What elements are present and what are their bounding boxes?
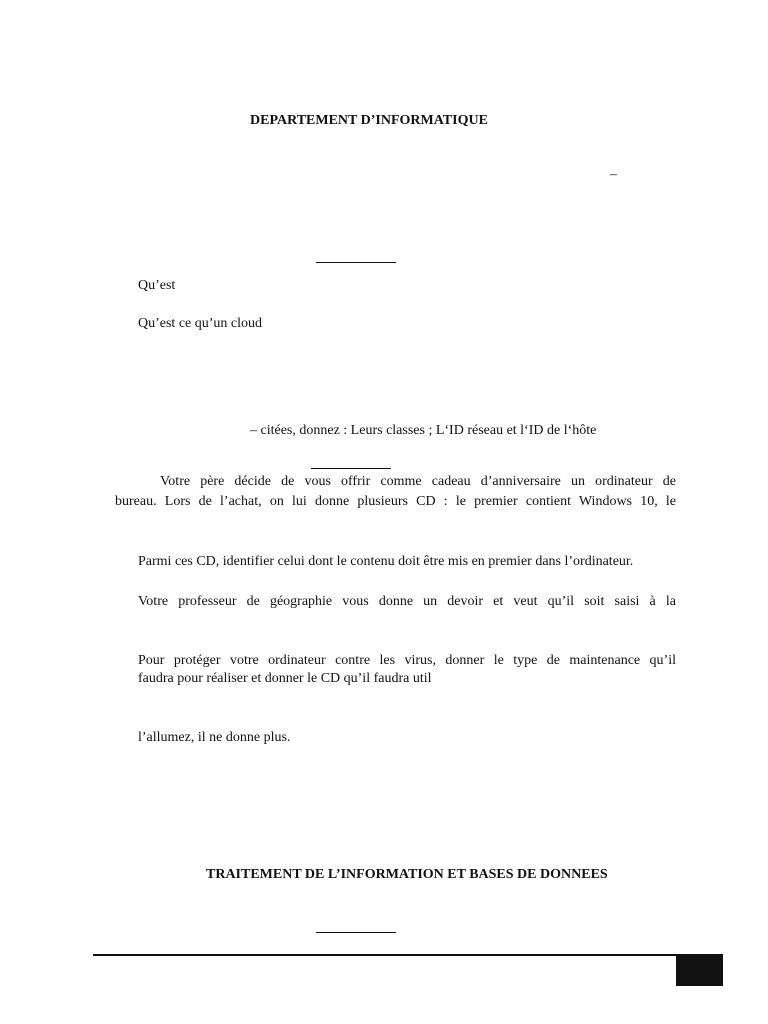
question-geography: Votre professeur de géographie vous donne un devoir et veut qu’il soit saisi à la (138, 594, 676, 609)
question-cd: Parmi ces CD, identifier celui dont le contenu doit être mis en premier dans l’ordinateur. (138, 554, 634, 569)
footer-rule (93, 954, 723, 956)
section-underline-3 (316, 932, 396, 933)
question-virus-line-1: Pour protéger votre ordinateur contre les virus, donner le type de maintenance qu’il (138, 653, 676, 668)
question-virus-line-2: faudra pour réaliser et donner le CD qu’il faudra util (138, 671, 432, 686)
section-underline-2 (311, 468, 391, 469)
section-underline-1 (316, 262, 396, 263)
section-2-title: TRAITEMENT DE L’INFORMATION ET BASES DE DONNEES (206, 867, 608, 882)
question-1: Qu’est (138, 278, 176, 293)
exercise-intro-line-1: Votre père décide de vous offrir comme cadeau d’anniversaire un ordinateur de (160, 474, 676, 489)
question-allume: l’allumez, il ne donne plus. (138, 730, 291, 745)
exercise-intro-line-2: bureau. Lors de l’achat, on lui donne plusieurs CD : le premier contient Windows 10, le (115, 494, 676, 509)
department-title: DEPARTEMENT D’INFORMATIQUE (250, 113, 488, 128)
question-3: – citées, donnez : Leurs classes ; L‘ID réseau et l‘ID de l‘hôte (250, 423, 597, 438)
question-2: Qu’est ce qu’un cloud (138, 316, 263, 331)
header-dash: – (610, 167, 617, 182)
footer-page-block (676, 955, 723, 986)
